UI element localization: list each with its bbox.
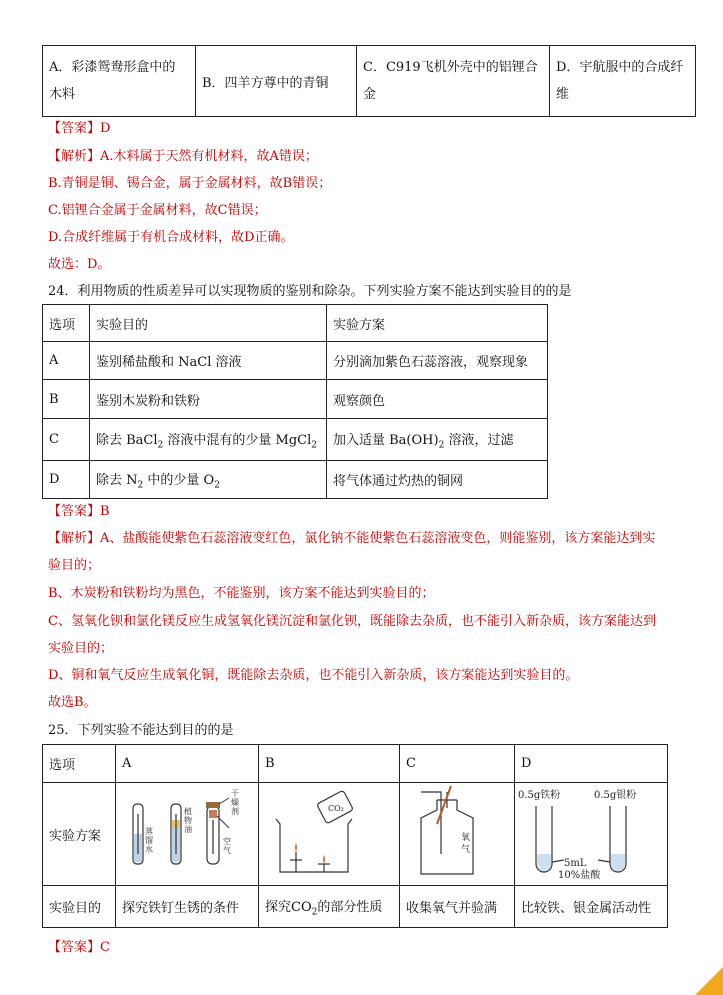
- q24-analysis-line: 实验目的；: [48, 641, 114, 656]
- q23-option-b-text: B．四羊方尊中的青铜: [202, 75, 329, 91]
- q25-purpose-b: [259, 886, 400, 928]
- q24-row-purpose: 鉴别稀盐酸和 NaCl 溶液: [90, 342, 327, 380]
- q25-stem: 25．下列实验不能达到目的的是: [48, 723, 234, 738]
- q24-header-plan: 实验方案: [327, 305, 548, 342]
- q23-option-a-line1: A．彩漆鸳鸯形盒中的: [49, 60, 176, 75]
- q23-option-a-line2: 木料: [49, 87, 76, 102]
- q24-analysis-line: 故选B。: [48, 695, 97, 710]
- q23-analysis-line: 故选：D。: [48, 257, 111, 272]
- q23-options-table: [42, 45, 696, 117]
- q24-row-purpose: [90, 419, 327, 461]
- q24-row-option: C: [43, 419, 90, 461]
- fig-a-label: 馏: [145, 836, 153, 845]
- q23-option-b: [196, 46, 357, 117]
- q24-analysis-line: C、氢氧化钡和氯化镁反应生成氢氧化镁沉淀和氯化钡，既能除去杂质，也不能引入新杂质，该方案能达到: [48, 614, 656, 629]
- fig-d-bottom-label: 5mL: [564, 858, 587, 869]
- q24-c-plan-b: 溶液，过滤: [444, 432, 514, 448]
- metal-acid-tubes-figure: [516, 784, 666, 884]
- q24-c-purpose-sub1: 2: [157, 440, 164, 451]
- q24-row-plan: 分别滴加紫色石蕊溶液，观察现象: [327, 342, 548, 380]
- q24-row-plan: 将气体通过灼热的铜网: [327, 461, 548, 499]
- q25-figure-d: [515, 783, 668, 886]
- q24-d-purpose-sub1: 2: [137, 480, 144, 491]
- q23-option-c: [357, 46, 550, 117]
- page-corner-fold: [695, 967, 723, 995]
- q25-header-d: D: [515, 745, 668, 783]
- q25-figure-a: [116, 783, 259, 886]
- q24-row-plan: [327, 419, 548, 461]
- q25-figure-b: [259, 783, 400, 886]
- q24-analysis-line: 验目的；: [48, 558, 101, 573]
- q23-analysis-line: C.铝锂合金属于金属材料，故C错误；: [48, 203, 267, 218]
- q24-analysis-line: 【解析】A、盐酸能使紫色石蕊溶液变红色，氯化钠不能使紫色石蕊溶液变色，则能鉴别，该方案能达到实: [48, 531, 656, 546]
- q25-header-a: A: [116, 745, 259, 783]
- q23-answer: 【答案】D: [48, 121, 111, 136]
- q24-row-option: D: [43, 461, 90, 499]
- fig-a-label: 燥: [231, 798, 239, 807]
- q25-header-option: 选项: [43, 745, 116, 783]
- q23-analysis-line: B.青铜是铜、锡合金，属于金属材料，故B错误；: [48, 176, 332, 191]
- fig-d-top-label: 0.5g银粉: [594, 790, 637, 801]
- q23-option-c-line2: 金: [363, 87, 377, 102]
- q23-option-c-line1: C．C919飞机外壳中的铝锂合: [363, 60, 538, 75]
- q25-figure-c: [400, 783, 515, 886]
- fig-a-label: 气: [223, 846, 231, 855]
- q25-header-c: C: [400, 745, 515, 783]
- q25-purpose-a: 探究铁钉生锈的条件: [116, 886, 259, 928]
- q24-row-plan: 观察颜色: [327, 380, 548, 419]
- q25-table: [42, 744, 668, 928]
- q25-purpose-b-b: 的部分性质: [317, 899, 383, 915]
- q25-purpose-label: 实验目的: [43, 886, 116, 928]
- q24-table: [42, 304, 548, 499]
- fig-a-label: 干: [231, 789, 239, 798]
- q24-header-option: 选项: [43, 305, 90, 342]
- q23-option-a: [43, 46, 196, 117]
- fig-d-bottom-label: 10%盐酸: [558, 870, 601, 881]
- fig-a-label: 物: [184, 816, 192, 825]
- q24-c-purpose-sub2: 2: [311, 440, 318, 451]
- q24-row-purpose: 鉴别木炭粉和铁粉: [90, 380, 327, 419]
- q24-analysis-line: B、木炭粉和铁粉均为黑色，不能鉴别，该方案不能达到实验目的；: [48, 586, 435, 601]
- q25-purpose-b-sub: 2: [311, 907, 318, 918]
- q24-header-purpose: 实验目的: [90, 305, 327, 342]
- q24-c-plan-sub: 2: [438, 440, 445, 451]
- q24-c-purpose-b: 溶液中混有的少量 MgCl: [163, 432, 312, 448]
- q23-analysis-line: 【解析】A.木料属于天然有机材料，故A错误；: [48, 149, 318, 164]
- q24-d-purpose-a: 除去 N: [96, 472, 138, 488]
- fig-a-label: 蒸: [145, 827, 153, 836]
- rusting-test-tubes-figure: [123, 784, 251, 884]
- co2-beaker-figure: [266, 784, 392, 884]
- oxygen-bottle-figure: [407, 784, 507, 884]
- q25-purpose-b-a: 探究CO: [265, 899, 312, 915]
- q25-row-label: 实验方案: [43, 783, 116, 886]
- q25-header-b: B: [259, 745, 400, 783]
- q24-row-option: B: [43, 380, 90, 419]
- q24-answer: 【答案】B: [48, 504, 110, 519]
- fig-c-label: 气: [461, 845, 471, 855]
- q24-analysis-line: D、铜和氧气反应生成氧化铜，既能除去杂质，也不能引入新杂质，该方案能达到实验目的。: [48, 668, 579, 683]
- fig-a-label: 剂: [231, 807, 239, 816]
- q25-purpose-d: 比较铁、银金属活动性: [515, 886, 668, 928]
- fig-c-label: 氧: [461, 833, 471, 843]
- fig-d-top-label: 0.5g铁粉: [518, 790, 561, 801]
- q24-c-purpose-a: 除去 BaCl: [96, 432, 158, 448]
- fig-b-co2-label: CO₂: [328, 804, 344, 813]
- fig-a-label: 植: [184, 807, 192, 816]
- q24-d-purpose-b: 中的少量 O: [143, 472, 215, 488]
- q23-option-d: [550, 46, 696, 117]
- q25-purpose-c: 收集氧气并验满: [400, 886, 515, 928]
- q24-c-plan-a: 加入适量 Ba(OH): [333, 432, 439, 448]
- q23-analysis-line: D.合成纤维属于有机合成材料，故D正确。: [48, 230, 294, 245]
- fig-a-label: 空: [223, 837, 231, 846]
- fig-a-label: 油: [184, 825, 192, 834]
- q23-option-d-line2: 维: [556, 87, 570, 102]
- q23-option-d-line1: D．宇航服中的合成纤: [556, 60, 684, 75]
- q24-d-purpose-sub2: 2: [214, 480, 220, 491]
- q24-row-option: A: [43, 342, 90, 380]
- q24-row-purpose: [90, 461, 327, 499]
- fig-a-label: 水: [145, 845, 153, 854]
- q25-answer: 【答案】C: [48, 940, 110, 955]
- q24-stem: 24．利用物质的性质差异可以实现物质的鉴别和除杂。下列实验方案不能达到实验目的的是: [48, 284, 572, 299]
